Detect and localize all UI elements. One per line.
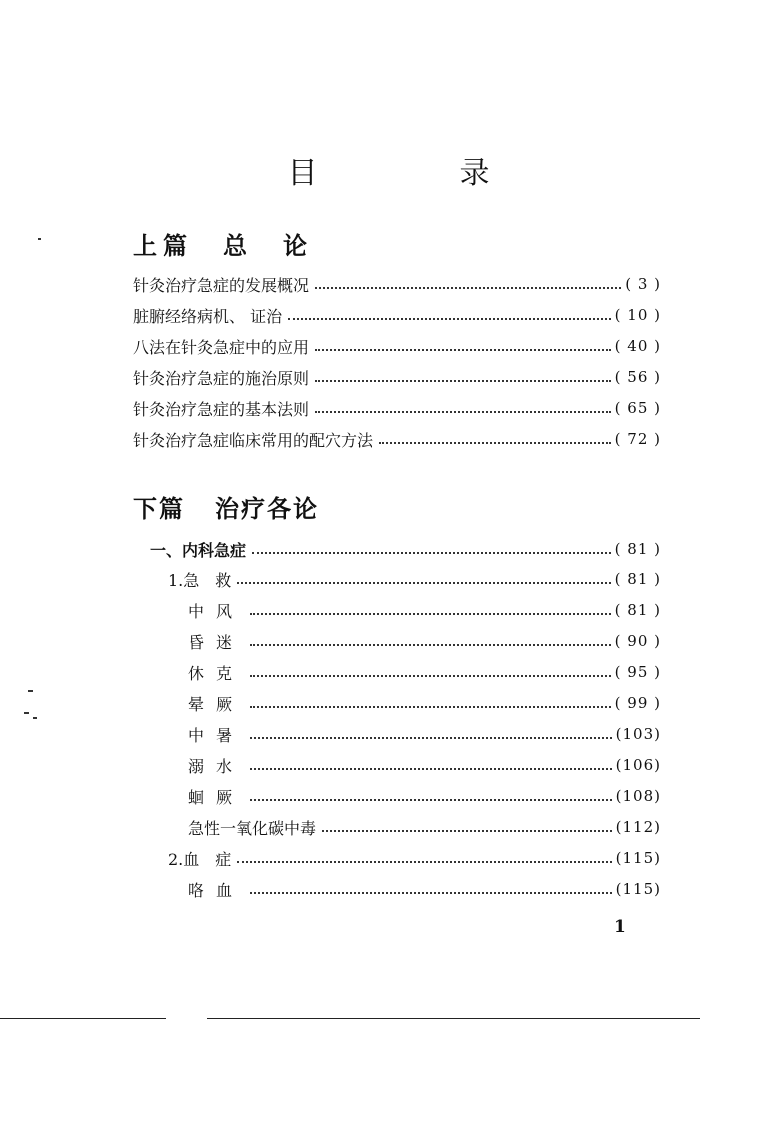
scan-speck [24,712,29,714]
section-heading-main: 下篇 [133,495,185,523]
toc-entry-title: 晕厥 [188,694,245,714]
bottom-rule-left [0,1018,166,1019]
toc-entry [188,658,661,686]
toc-entry [188,751,661,779]
toc-entry [168,844,661,872]
toc-leader-dots [250,675,611,677]
toc-entry-title: 针灸治疗急症的发展概况 [133,275,310,295]
toc-entry-title: 八法在针灸急症中的应用 [133,337,310,357]
toc-entry-title: 1.急 救 [168,570,232,590]
toc-leader-dots [252,552,611,554]
section-heading-sub: 治疗各论 [215,495,319,523]
scan-speck [28,690,33,692]
toc-entry-title: 针灸治疗急症的基本法则 [133,399,310,419]
toc-entry [133,425,661,453]
section-heading-main: 上篇 [133,232,193,260]
toc-entry [150,535,661,563]
toc-leader-dots [315,411,611,413]
toc-leader-dots [250,737,612,739]
scan-speck [38,238,41,240]
toc-entry [188,813,661,841]
toc-entry [188,627,661,655]
toc-leader-dots [379,442,611,444]
toc-entry-title: 脏腑经络病机、 证治 [133,306,283,326]
toc-leader-dots [322,830,612,832]
toc-entry [188,596,661,624]
toc-entry-page: ( 90 ) [614,632,661,650]
toc-leader-dots [250,613,611,615]
toc-entry-page: ( 3 ) [625,275,661,293]
toc-leader-dots [250,706,611,708]
toc-entry-page: ( 99 ) [614,694,661,712]
section-heading-part1 [133,226,313,261]
toc-entry [168,565,661,593]
toc-entry-page: ( 72 ) [614,430,661,448]
toc-entry-page: ( 65 ) [614,399,661,417]
toc-entry-page: ( 56 ) [614,368,661,386]
toc-entry-page: (112) [615,818,661,836]
toc-entry-page: ( 81 ) [614,540,661,558]
toc-entry-title: 2.血 症 [168,849,232,869]
toc-entry [133,332,661,360]
toc-leader-dots [315,287,621,289]
toc-entry-page: ( 95 ) [614,663,661,681]
toc-leader-dots [250,768,612,770]
toc-entry-page: (115) [615,849,661,867]
toc-entry-title: 溺水 [188,756,245,776]
toc-entry-title: 昏迷 [188,632,245,652]
toc-entry [133,394,661,422]
toc-entry [188,720,661,748]
toc-entry [188,689,661,717]
toc-entry-title: 咯血 [188,880,245,900]
toc-entry [188,875,661,903]
toc-entry-page: (115) [615,880,661,898]
toc-leader-dots [250,892,612,894]
toc-entry [188,782,661,810]
toc-entry [133,270,661,298]
toc-entry-page: (103) [615,725,661,743]
page-title: 目 录 [287,156,546,191]
toc-entry [133,301,661,329]
toc-entry-title: 休克 [188,663,245,683]
toc-entry-title: 中风 [188,601,245,621]
toc-entry-title: 蛔厥 [188,787,245,807]
toc-leader-dots [250,799,612,801]
toc-entry [133,363,661,391]
section-heading-sub: 总 论 [223,232,313,260]
toc-leader-dots [237,861,611,863]
bottom-rule-right [207,1018,700,1019]
toc-entry-page: ( 81 ) [614,570,661,588]
page-number: 1 [614,917,626,937]
toc-entry-title: 一、内科急症 [150,540,247,560]
toc-entry-page: (108) [615,787,661,805]
toc-leader-dots [315,349,611,351]
scan-speck [33,717,37,719]
section-heading-part2 [133,489,319,524]
toc-entry-page: ( 10 ) [614,306,661,324]
toc-entry-page: ( 40 ) [614,337,661,355]
toc-leader-dots [315,380,611,382]
toc-leader-dots [288,318,611,320]
toc-entry-title: 针灸治疗急症临床常用的配穴方法 [133,430,374,450]
toc-entry-title: 中暑 [188,725,245,745]
toc-leader-dots [237,582,610,584]
toc-leader-dots [250,644,611,646]
toc-entry-title: 针灸治疗急症的施治原则 [133,368,310,388]
toc-entry-page: ( 81 ) [614,601,661,619]
toc-entry-title: 急性一氧化碳中毒 [188,818,317,838]
toc-entry-page: (106) [615,756,661,774]
